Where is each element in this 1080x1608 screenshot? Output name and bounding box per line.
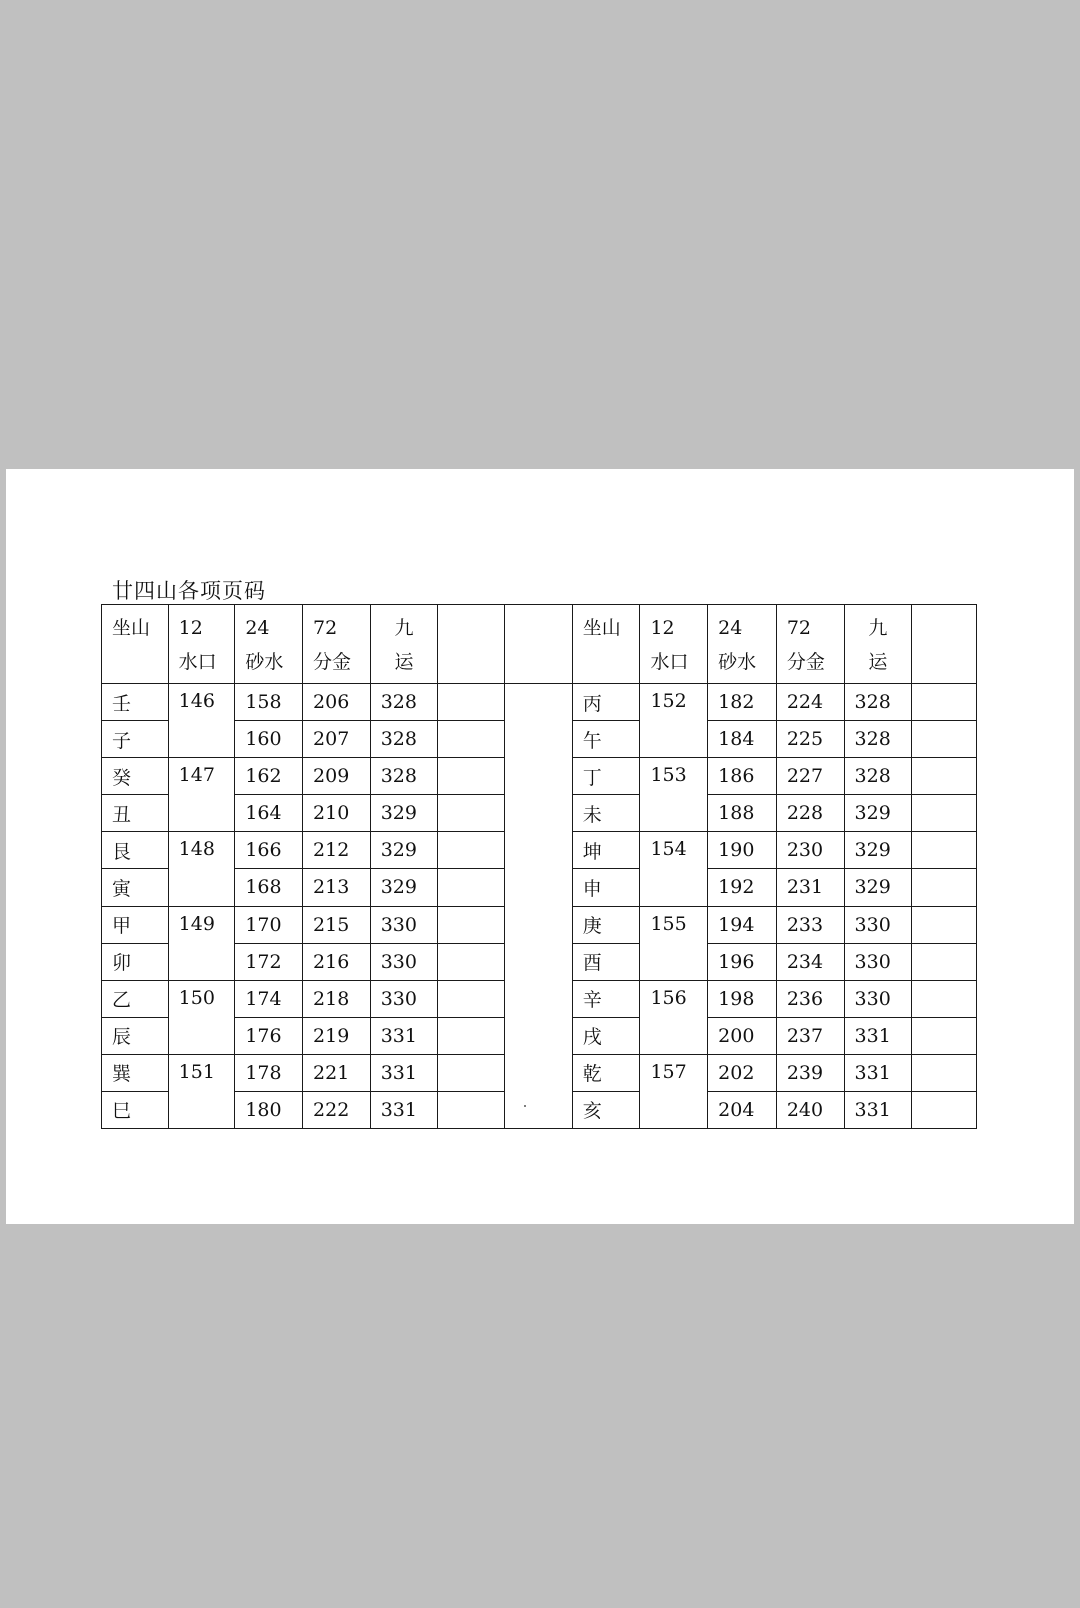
blank-cell: [438, 1091, 505, 1128]
nine-luck-cell: 330: [844, 906, 912, 943]
mountain-cell: 亥: [572, 1091, 640, 1128]
blank-cell: [912, 869, 977, 906]
nine-luck-cell: 329: [370, 869, 438, 906]
blank-cell: [438, 758, 505, 795]
nine-luck-cell: 329: [370, 832, 438, 869]
sand-water-cell: 166: [235, 832, 303, 869]
water-mouth-cell: 147: [168, 758, 235, 832]
gold-cell: 230: [776, 832, 844, 869]
blank-cell: [912, 980, 977, 1017]
header-mountain-left: 坐山: [102, 605, 169, 684]
gold-cell: 218: [303, 980, 371, 1017]
nine-luck-cell: 331: [844, 1054, 912, 1091]
header-blank-right: [912, 605, 977, 684]
sand-water-cell: 192: [708, 869, 777, 906]
blank-cell: [438, 1054, 505, 1091]
nine-luck-cell: 328: [370, 684, 438, 721]
nine-luck-cell: 330: [370, 906, 438, 943]
blank-cell: [912, 758, 977, 795]
sand-water-cell: 202: [708, 1054, 777, 1091]
mountain-cell: 乙: [102, 980, 169, 1017]
gold-cell: 237: [776, 1017, 844, 1054]
page-title: 廿四山各项页码: [112, 579, 266, 603]
blank-cell: [438, 980, 505, 1017]
gold-cell: 222: [303, 1091, 371, 1128]
sand-water-cell: 198: [708, 980, 777, 1017]
blank-cell: [912, 943, 977, 980]
mountain-cell: 癸: [102, 758, 169, 795]
nine-luck-cell: 328: [844, 758, 912, 795]
blank-cell: [438, 721, 505, 758]
mountain-cell: 未: [572, 795, 640, 832]
nine-luck-cell: 331: [844, 1091, 912, 1128]
header-nine-right: 九 运: [844, 605, 912, 684]
gold-cell: 221: [303, 1054, 371, 1091]
water-mouth-cell: 152: [640, 684, 708, 758]
gold-cell: 236: [776, 980, 844, 1017]
blank-cell: [438, 1017, 505, 1054]
sand-water-cell: 180: [235, 1091, 303, 1128]
nine-luck-cell: 330: [844, 980, 912, 1017]
mountain-cell: 乾: [572, 1054, 640, 1091]
blank-cell: [912, 795, 977, 832]
nine-luck-cell: 329: [370, 795, 438, 832]
mountain-cell: 巳: [102, 1091, 169, 1128]
header-blank-left: [438, 605, 505, 684]
mountain-cell: 艮: [102, 832, 169, 869]
sand-water-cell: 184: [708, 721, 777, 758]
gold-cell: 216: [303, 943, 371, 980]
mountain-cell: 丑: [102, 795, 169, 832]
header-row: [102, 605, 977, 684]
blank-cell: [912, 684, 977, 721]
sand-water-cell: 162: [235, 758, 303, 795]
mountain-cell: 酉: [572, 943, 640, 980]
blank-cell: [438, 943, 505, 980]
header-gold-left: 72 分金: [303, 605, 371, 684]
nine-luck-cell: 328: [370, 758, 438, 795]
gold-cell: 210: [303, 795, 371, 832]
gold-cell: 234: [776, 943, 844, 980]
water-mouth-cell: 154: [640, 832, 708, 906]
header-nine-left: 九 运: [370, 605, 438, 684]
mountain-cell: 辛: [572, 980, 640, 1017]
nine-luck-cell: 331: [844, 1017, 912, 1054]
gold-cell: 207: [303, 721, 371, 758]
blank-cell: [912, 906, 977, 943]
gold-cell: 233: [776, 906, 844, 943]
nine-luck-cell: 329: [844, 795, 912, 832]
blank-cell: [912, 832, 977, 869]
sand-water-cell: 182: [708, 684, 777, 721]
mountain-cell: 子: [102, 721, 169, 758]
sand-water-cell: 190: [708, 832, 777, 869]
mountain-cell: 坤: [572, 832, 640, 869]
nine-luck-cell: 331: [370, 1091, 438, 1128]
sand-water-cell: 188: [708, 795, 777, 832]
header-spacer: [505, 605, 573, 684]
water-mouth-cell: 146: [168, 684, 235, 758]
gold-cell: 239: [776, 1054, 844, 1091]
blank-cell: [438, 869, 505, 906]
blank-cell: [438, 684, 505, 721]
nine-luck-cell: 329: [844, 832, 912, 869]
sand-water-cell: 160: [235, 721, 303, 758]
gold-cell: 224: [776, 684, 844, 721]
blank-cell: [912, 1054, 977, 1091]
nine-luck-cell: 330: [370, 943, 438, 980]
mountain-cell: 寅: [102, 869, 169, 906]
sand-water-cell: 194: [708, 906, 777, 943]
header-sand-right: 24 砂水: [708, 605, 777, 684]
blank-cell: [912, 1017, 977, 1054]
blank-cell: [912, 1091, 977, 1128]
document-page: [6, 469, 1074, 1224]
water-mouth-cell: 155: [640, 906, 708, 980]
water-mouth-cell: 157: [640, 1054, 708, 1128]
scan-speck: [524, 1105, 526, 1107]
sand-water-cell: 170: [235, 906, 303, 943]
sand-water-cell: 178: [235, 1054, 303, 1091]
mountain-cell: 丙: [572, 684, 640, 721]
sand-water-cell: 186: [708, 758, 777, 795]
sand-water-cell: 204: [708, 1091, 777, 1128]
sand-water-cell: 164: [235, 795, 303, 832]
sand-water-cell: 176: [235, 1017, 303, 1054]
gold-cell: 240: [776, 1091, 844, 1128]
blank-cell: [438, 906, 505, 943]
header-mouth-right: 12 水口: [640, 605, 708, 684]
water-mouth-cell: 153: [640, 758, 708, 832]
gold-cell: 227: [776, 758, 844, 795]
mountain-cell: 辰: [102, 1017, 169, 1054]
sand-water-cell: 174: [235, 980, 303, 1017]
nine-luck-cell: 328: [844, 721, 912, 758]
gold-cell: 213: [303, 869, 371, 906]
sand-water-cell: 200: [708, 1017, 777, 1054]
gold-cell: 228: [776, 795, 844, 832]
mountain-cell: 戌: [572, 1017, 640, 1054]
sand-water-cell: 172: [235, 943, 303, 980]
mountain-cell: 甲: [102, 906, 169, 943]
nine-luck-cell: 329: [844, 869, 912, 906]
gold-cell: 219: [303, 1017, 371, 1054]
mountain-cell: 申: [572, 869, 640, 906]
table-row: [102, 684, 977, 721]
gold-cell: 225: [776, 721, 844, 758]
water-mouth-cell: 150: [168, 980, 235, 1054]
sand-water-cell: 196: [708, 943, 777, 980]
mountain-cell: 壬: [102, 684, 169, 721]
water-mouth-cell: 149: [168, 906, 235, 980]
gold-cell: 206: [303, 684, 371, 721]
header-mouth-left: 12 水口: [168, 605, 235, 684]
water-mouth-cell: 151: [168, 1054, 235, 1128]
header-sand-left: 24 砂水: [235, 605, 303, 684]
water-mouth-cell: 156: [640, 980, 708, 1054]
nine-luck-cell: 331: [370, 1017, 438, 1054]
water-mouth-cell: 148: [168, 832, 235, 906]
header-mountain-right: 坐山: [572, 605, 640, 684]
header-gold-right: 72 分金: [776, 605, 844, 684]
gold-cell: 212: [303, 832, 371, 869]
blank-cell: [912, 721, 977, 758]
spacer-column: [505, 684, 573, 1129]
nine-luck-cell: 328: [844, 684, 912, 721]
nine-luck-cell: 328: [370, 721, 438, 758]
page-index-table: [101, 604, 977, 1129]
blank-cell: [438, 832, 505, 869]
gold-cell: 215: [303, 906, 371, 943]
blank-cell: [438, 795, 505, 832]
nine-luck-cell: 330: [844, 943, 912, 980]
mountain-cell: 庚: [572, 906, 640, 943]
nine-luck-cell: 330: [370, 980, 438, 1017]
sand-water-cell: 168: [235, 869, 303, 906]
mountain-cell: 午: [572, 721, 640, 758]
mountain-cell: 丁: [572, 758, 640, 795]
sand-water-cell: 158: [235, 684, 303, 721]
mountain-cell: 卯: [102, 943, 169, 980]
gold-cell: 209: [303, 758, 371, 795]
nine-luck-cell: 331: [370, 1054, 438, 1091]
gold-cell: 231: [776, 869, 844, 906]
mountain-cell: 巽: [102, 1054, 169, 1091]
